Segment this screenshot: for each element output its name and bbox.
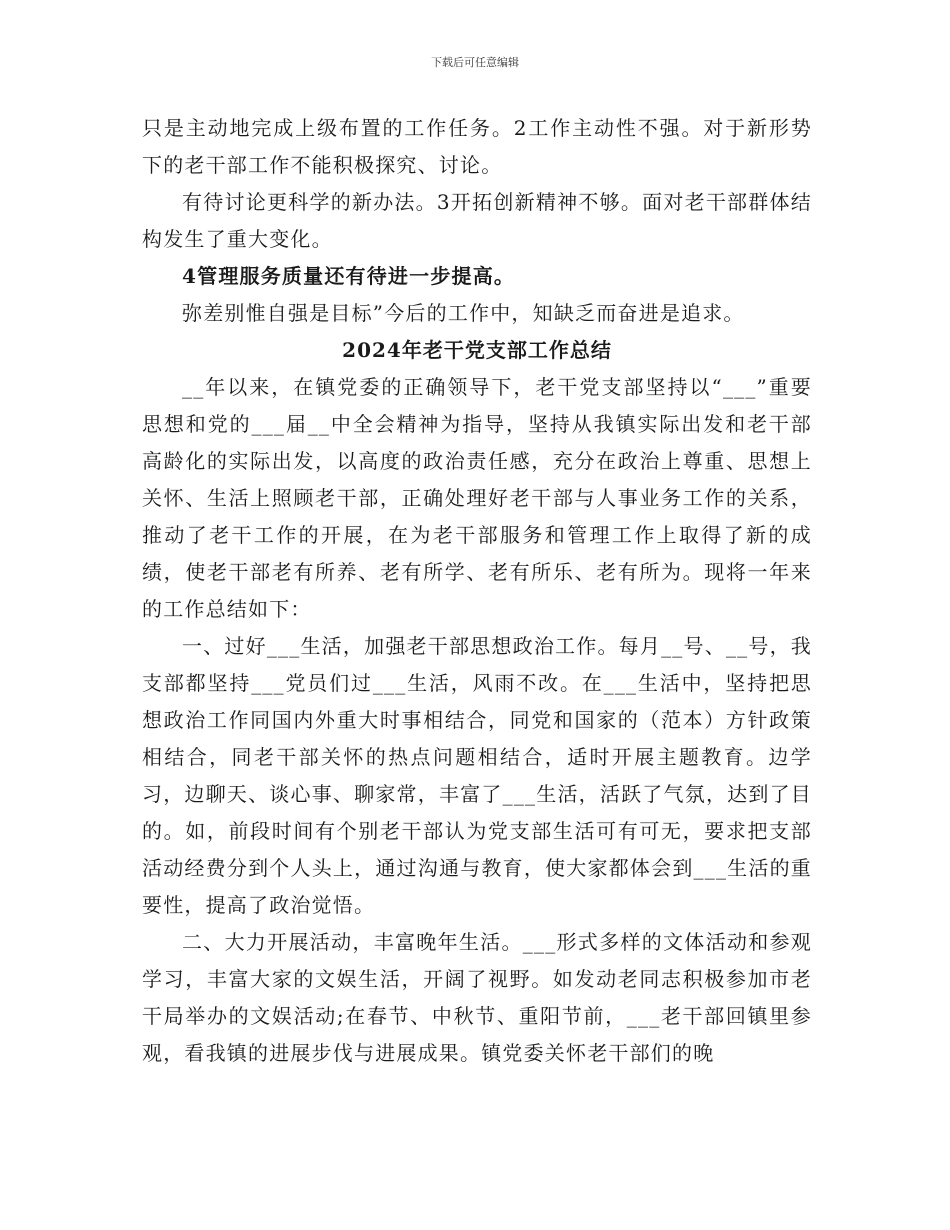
paragraph-6: 一、过好___生活，加强老干部思想政治工作。每月__号、__号，我支部都坚持___党员们过___生活，风雨不改。在___生活中，坚持把思想政治工作同国内外重大时事相结合，同党和国家的（范本）方针政策相结合，同老干部关怀的热点问题相结合，适时开展主题教育。边学习，边聊天、谈心事、聊家常，丰富了___生活，活跃了气氛，达到了目的。如，前段时间有个别老干部认为党支部生活可有可无，要求把支部活动经费分到个人头上，通过沟通与教育，使大家都体会到___生活的重要性，提高了政治觉悟。 — [142, 634, 812, 917]
paragraph-1: 只是主动地完成上级布置的工作任务。2工作主动性不强。对于新形势下的老干部工作不能积极探究、讨论。 — [142, 116, 812, 177]
paragraph-5: __年以来，在镇党委的正确领导下，老干党支部坚持以“___”重要思想和党的___届__中全会精神为指导，坚持从我镇实际出发和老干部高龄化的实际出发，以高度的政治责任感，充分在政治上尊重、思想上关怀、生活上照顾老干部，正确处理好老干部与人事业务工作的关系，推动了老干工作的开展，在为老干部服务和管理工作上取得了新的成绩，使老干部老有所养、老有所学、老有所乐、老有所为。现将一年来的工作总结如下： — [142, 375, 812, 621]
paragraph-4: 弥差别惟自强是目标”今后的工作中，知缺乏而奋进是追求。 — [182, 301, 745, 325]
paragraph-7: 二、大力开展活动，丰富晚年生活。___形式多样的文体活动和参观学习，丰富大家的文娱生活，开阔了视野。如发动老同志积极参加市老干局举办的文娱活动;在春节、中秋节、重阳节前，___老干部回镇里参观，看我镇的进展步伐与进展成果。镇党委关怀老干部们的晚 — [142, 930, 812, 1065]
paragraph-2: 有待讨论更科学的新办法。3开拓创新精神不够。面对老干部群体结构发生了重大变化。 — [142, 190, 812, 251]
page-header: 下载后可任意编辑 — [431, 56, 519, 69]
document-body — [142, 110, 812, 1072]
document-title: 2024年老干党支部工作总结 — [342, 338, 612, 362]
paragraph-3-bold: 4管理服务质量还有待进一步提高。 — [182, 264, 516, 288]
